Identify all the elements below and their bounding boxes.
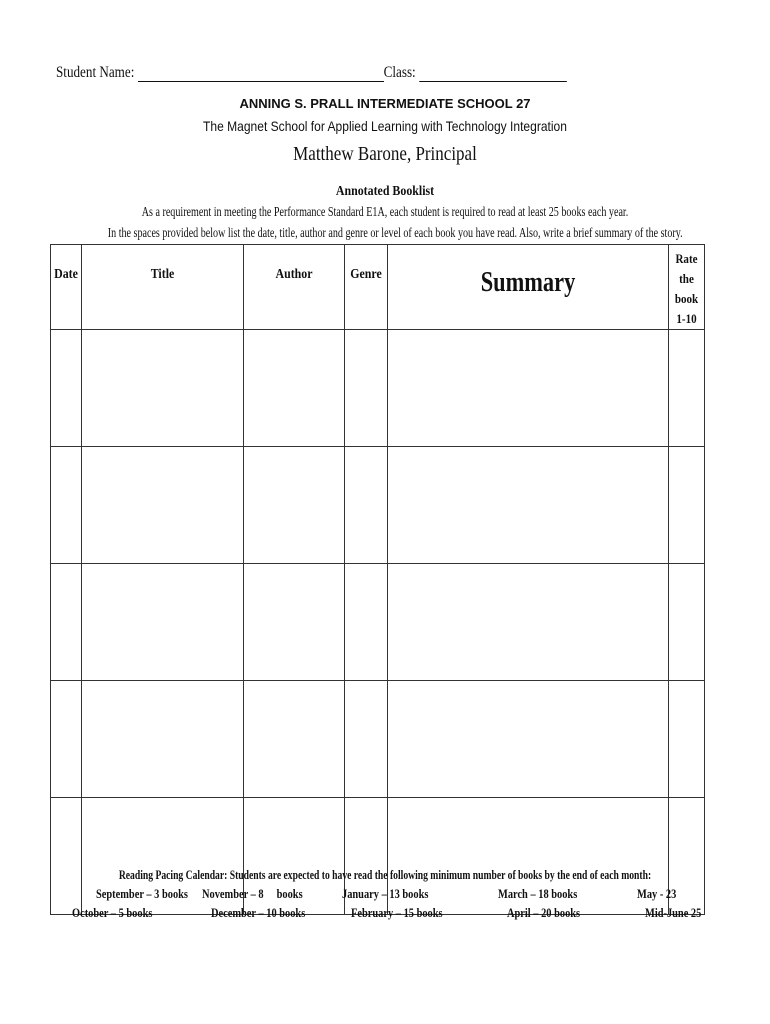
date-cell[interactable] — [51, 447, 82, 564]
summary-column-header: Summary — [388, 245, 669, 330]
date-cell[interactable] — [51, 330, 82, 447]
table-header-row — [51, 245, 705, 330]
author-column-header: Author — [244, 245, 345, 330]
title-column-header: Title — [82, 245, 244, 330]
pacing-february: February – 15 books — [351, 905, 443, 920]
class-field[interactable] — [419, 67, 567, 82]
rate-cell[interactable] — [669, 681, 705, 798]
school-tagline: The Magnet School for Applied Learning with Technology Integration — [203, 118, 567, 134]
summary-cell[interactable] — [388, 330, 669, 447]
summary-cell[interactable] — [388, 681, 669, 798]
author-cell[interactable] — [244, 564, 345, 681]
booklist-title: Annotated Booklist — [335, 184, 435, 199]
student-name-field[interactable] — [138, 67, 384, 82]
rate-cell[interactable] — [669, 330, 705, 447]
summary-cell[interactable] — [388, 447, 669, 564]
pacing-mid-june: Mid-June 25 — [645, 905, 702, 920]
genre-column-header: Genre — [345, 245, 388, 330]
table-row — [51, 330, 705, 447]
pacing-november: November – 8 books — [202, 886, 303, 901]
author-cell[interactable] — [244, 681, 345, 798]
pacing-calendar-note: Reading Pacing Calendar: Students are expected to have read the following minimum number of books by the end of each month: — [118, 867, 652, 882]
author-cell[interactable] — [244, 330, 345, 447]
pacing-april: April – 20 books — [507, 905, 581, 920]
title-cell[interactable] — [82, 564, 244, 681]
genre-cell[interactable] — [345, 564, 388, 681]
date-cell[interactable] — [51, 798, 82, 915]
rate-cell[interactable] — [669, 564, 705, 681]
student-info-row — [56, 64, 679, 82]
school-name: ANNING S. PRALL INTERMEDIATE SCHOOL 27 — [239, 96, 531, 111]
booklist-table — [50, 244, 705, 915]
pacing-october: October – 5 books — [72, 905, 153, 920]
author-cell[interactable] — [244, 447, 345, 564]
table-row — [51, 564, 705, 681]
principal-name: Matthew Barone, Principal — [293, 143, 477, 165]
class-label: Class: — [383, 64, 416, 81]
requirement-line-1: As a requirement in meeting the Performance Standard E1A, each student is required to read at least 25 books each year. — [141, 205, 629, 220]
pacing-september: September – 3 books — [96, 886, 188, 901]
table-row — [51, 681, 705, 798]
date-column-header: Date — [51, 245, 82, 330]
pacing-march: March – 18 books — [498, 886, 578, 901]
genre-cell[interactable] — [345, 447, 388, 564]
date-cell[interactable] — [51, 681, 82, 798]
genre-cell[interactable] — [345, 330, 388, 447]
title-cell[interactable] — [82, 681, 244, 798]
pacing-december: December – 10 books — [211, 905, 306, 920]
genre-cell[interactable] — [345, 681, 388, 798]
table-row — [51, 447, 705, 564]
summary-cell[interactable] — [388, 564, 669, 681]
date-cell[interactable] — [51, 564, 82, 681]
rate-cell[interactable] — [669, 447, 705, 564]
student-name-label: Student Name: — [56, 64, 135, 81]
title-cell[interactable] — [82, 447, 244, 564]
pacing-january: January – 13 books — [342, 886, 429, 901]
pacing-may: May - 23 — [637, 886, 677, 901]
rate-column-header: Rate the book 1-10 — [669, 245, 705, 330]
title-cell[interactable] — [82, 330, 244, 447]
requirement-line-2: In the spaces provided below list the date, title, author and genre or level of each book you have read. Also, write a brief summary of the story. — [107, 226, 683, 241]
